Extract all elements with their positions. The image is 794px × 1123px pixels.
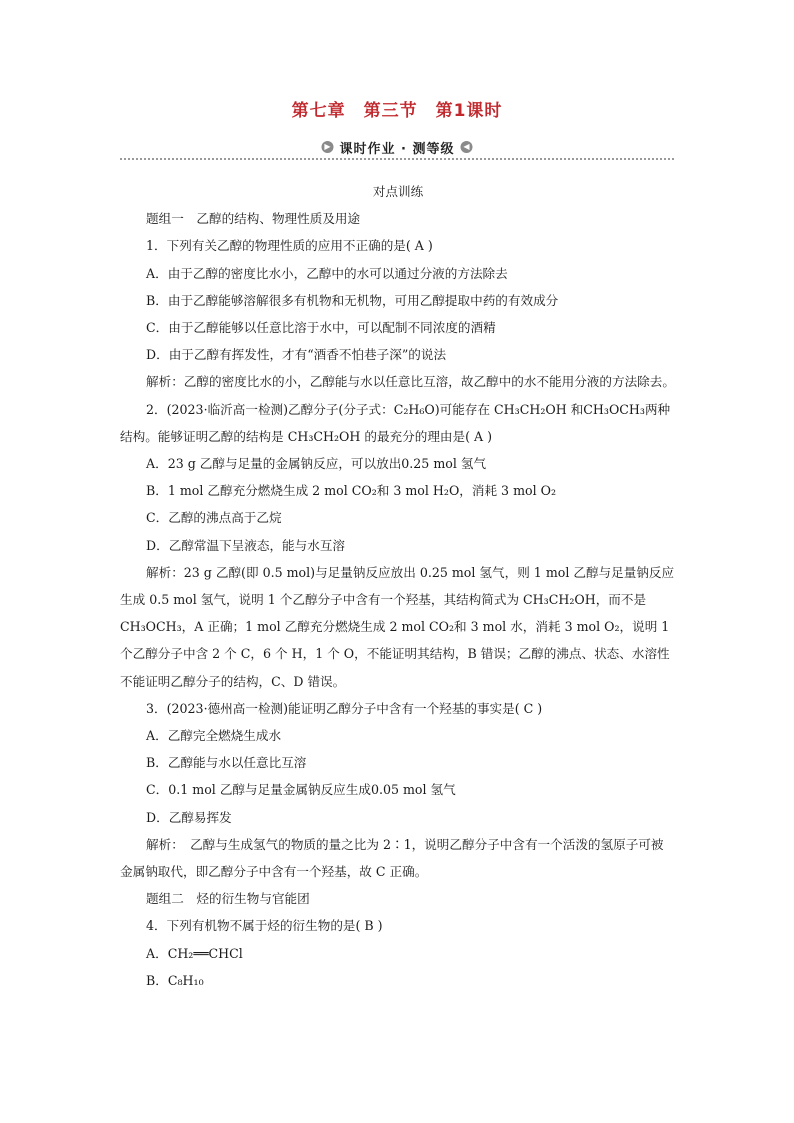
section-title: 对点训练 <box>372 184 424 199</box>
banner-label-group <box>316 137 479 157</box>
option-a: A．23 g 乙醇与足量的金属钠反应，可以放出0.25 mol 氢气 <box>146 456 487 472</box>
question-stem: 4．下列有机物不属于烃的衍生物的是( B ) <box>146 918 383 934</box>
section-banner <box>120 137 674 159</box>
analysis-text: 解析： 乙醇与生成氢气的物质的量之比为 2∶1，说明乙醇分子中含有一个活泼的氢原子可被金属钠取代，即乙醇分子中含有一个羟基，故 C 正确。 <box>120 836 664 880</box>
option-b: B．乙醇能与水以任意比互溶 <box>146 755 307 771</box>
banner-label: 课时作业 · 测等级 <box>339 141 455 157</box>
question-stem-continued: 结构。能够证明乙醇的结构是 CH₃CH₂OH 的最充分的理由是( A ) <box>120 428 493 444</box>
analysis-text: 解析：乙醇的密度比水的小，乙醇能与水以任意比互溶，故乙醇中的水不能用分液的方法除去。 <box>146 374 675 390</box>
option-a: A．由于乙醇的密度比水小，乙醇中的水可以通过分液的方法除去 <box>146 265 508 281</box>
group-title: 题组二 烃的衍生物与官能团 <box>146 891 310 907</box>
option-a: A．CH₂══CHCl <box>146 945 243 961</box>
option-d: D．乙醇常温下呈液态，能与水互溶 <box>146 537 346 553</box>
dotted-divider <box>120 158 674 160</box>
option-d: D．由于乙醇有挥发性，才有“酒香不怕巷子深”的说法 <box>146 347 447 363</box>
group-title: 题组一 乙醇的结构、物理性质及用途 <box>146 211 361 227</box>
option-c: C．0.1 mol 乙醇与足量金属钠反应生成0.05 mol 氢气 <box>146 782 456 798</box>
play-right-icon: ▶ <box>322 141 334 153</box>
option-c: C．乙醇的沸点高于乙烷 <box>146 510 282 526</box>
question-stem: 1．下列有关乙醇的物理性质的应用不正确的是( A ) <box>146 238 433 254</box>
option-b: B．C₈H₁₀ <box>146 972 204 988</box>
option-c: C．由于乙醇能够以任意比溶于水中，可以配制不同浓度的酒精 <box>146 320 496 336</box>
option-b: B．由于乙醇能够溶解很多有机物和无机物，可用乙醇提取中药的有效成分 <box>146 292 559 308</box>
option-a: A．乙醇完全燃烧生成水 <box>146 728 282 744</box>
analysis-text: 解析：23 g 乙醇(即 0.5 mol)与足量钠反应放出 0.25 mol 氢气，则 1 mol 乙醇与足量钠反应生成 0.5 mol 氢气，说明 1 个乙醇分子中含有一个羟基，其结构简式为 CH₃CH₂OH，而不是 CH₃OCH₃，A 正确；1 mol 乙醇充分燃烧生成 2 mol CO₂和 3 mol 水，消耗 3 mol O₂，说明 1 个乙醇分子中含 2 个 C，6 个 H，1 个 O，不能证明其结构，B 错误；乙醇的沸点、状态、水溶性不能证明乙醇分子的结构，C、D 错误。 <box>120 564 675 689</box>
play-left-icon: ◀ <box>461 141 473 153</box>
page-title: 第七章 第三节 第1课时 <box>291 101 503 121</box>
option-b: B．1 mol 乙醇充分燃烧生成 2 mol CO₂和 3 mol H₂O，消耗 3 mol O₂ <box>146 483 557 499</box>
question-stem: 3．(2023·德州高一检测)能证明乙醇分子中含有一个羟基的事实是( C ) <box>146 700 543 716</box>
option-d: D．乙醇易挥发 <box>146 809 232 825</box>
document-body <box>120 178 676 994</box>
question-stem: 2．(2023·临沂高一检测)乙醇分子(分子式：C₂H₆O)可能存在 CH₃CH₂OH 和CH₃OCH₃两种 <box>146 401 671 417</box>
